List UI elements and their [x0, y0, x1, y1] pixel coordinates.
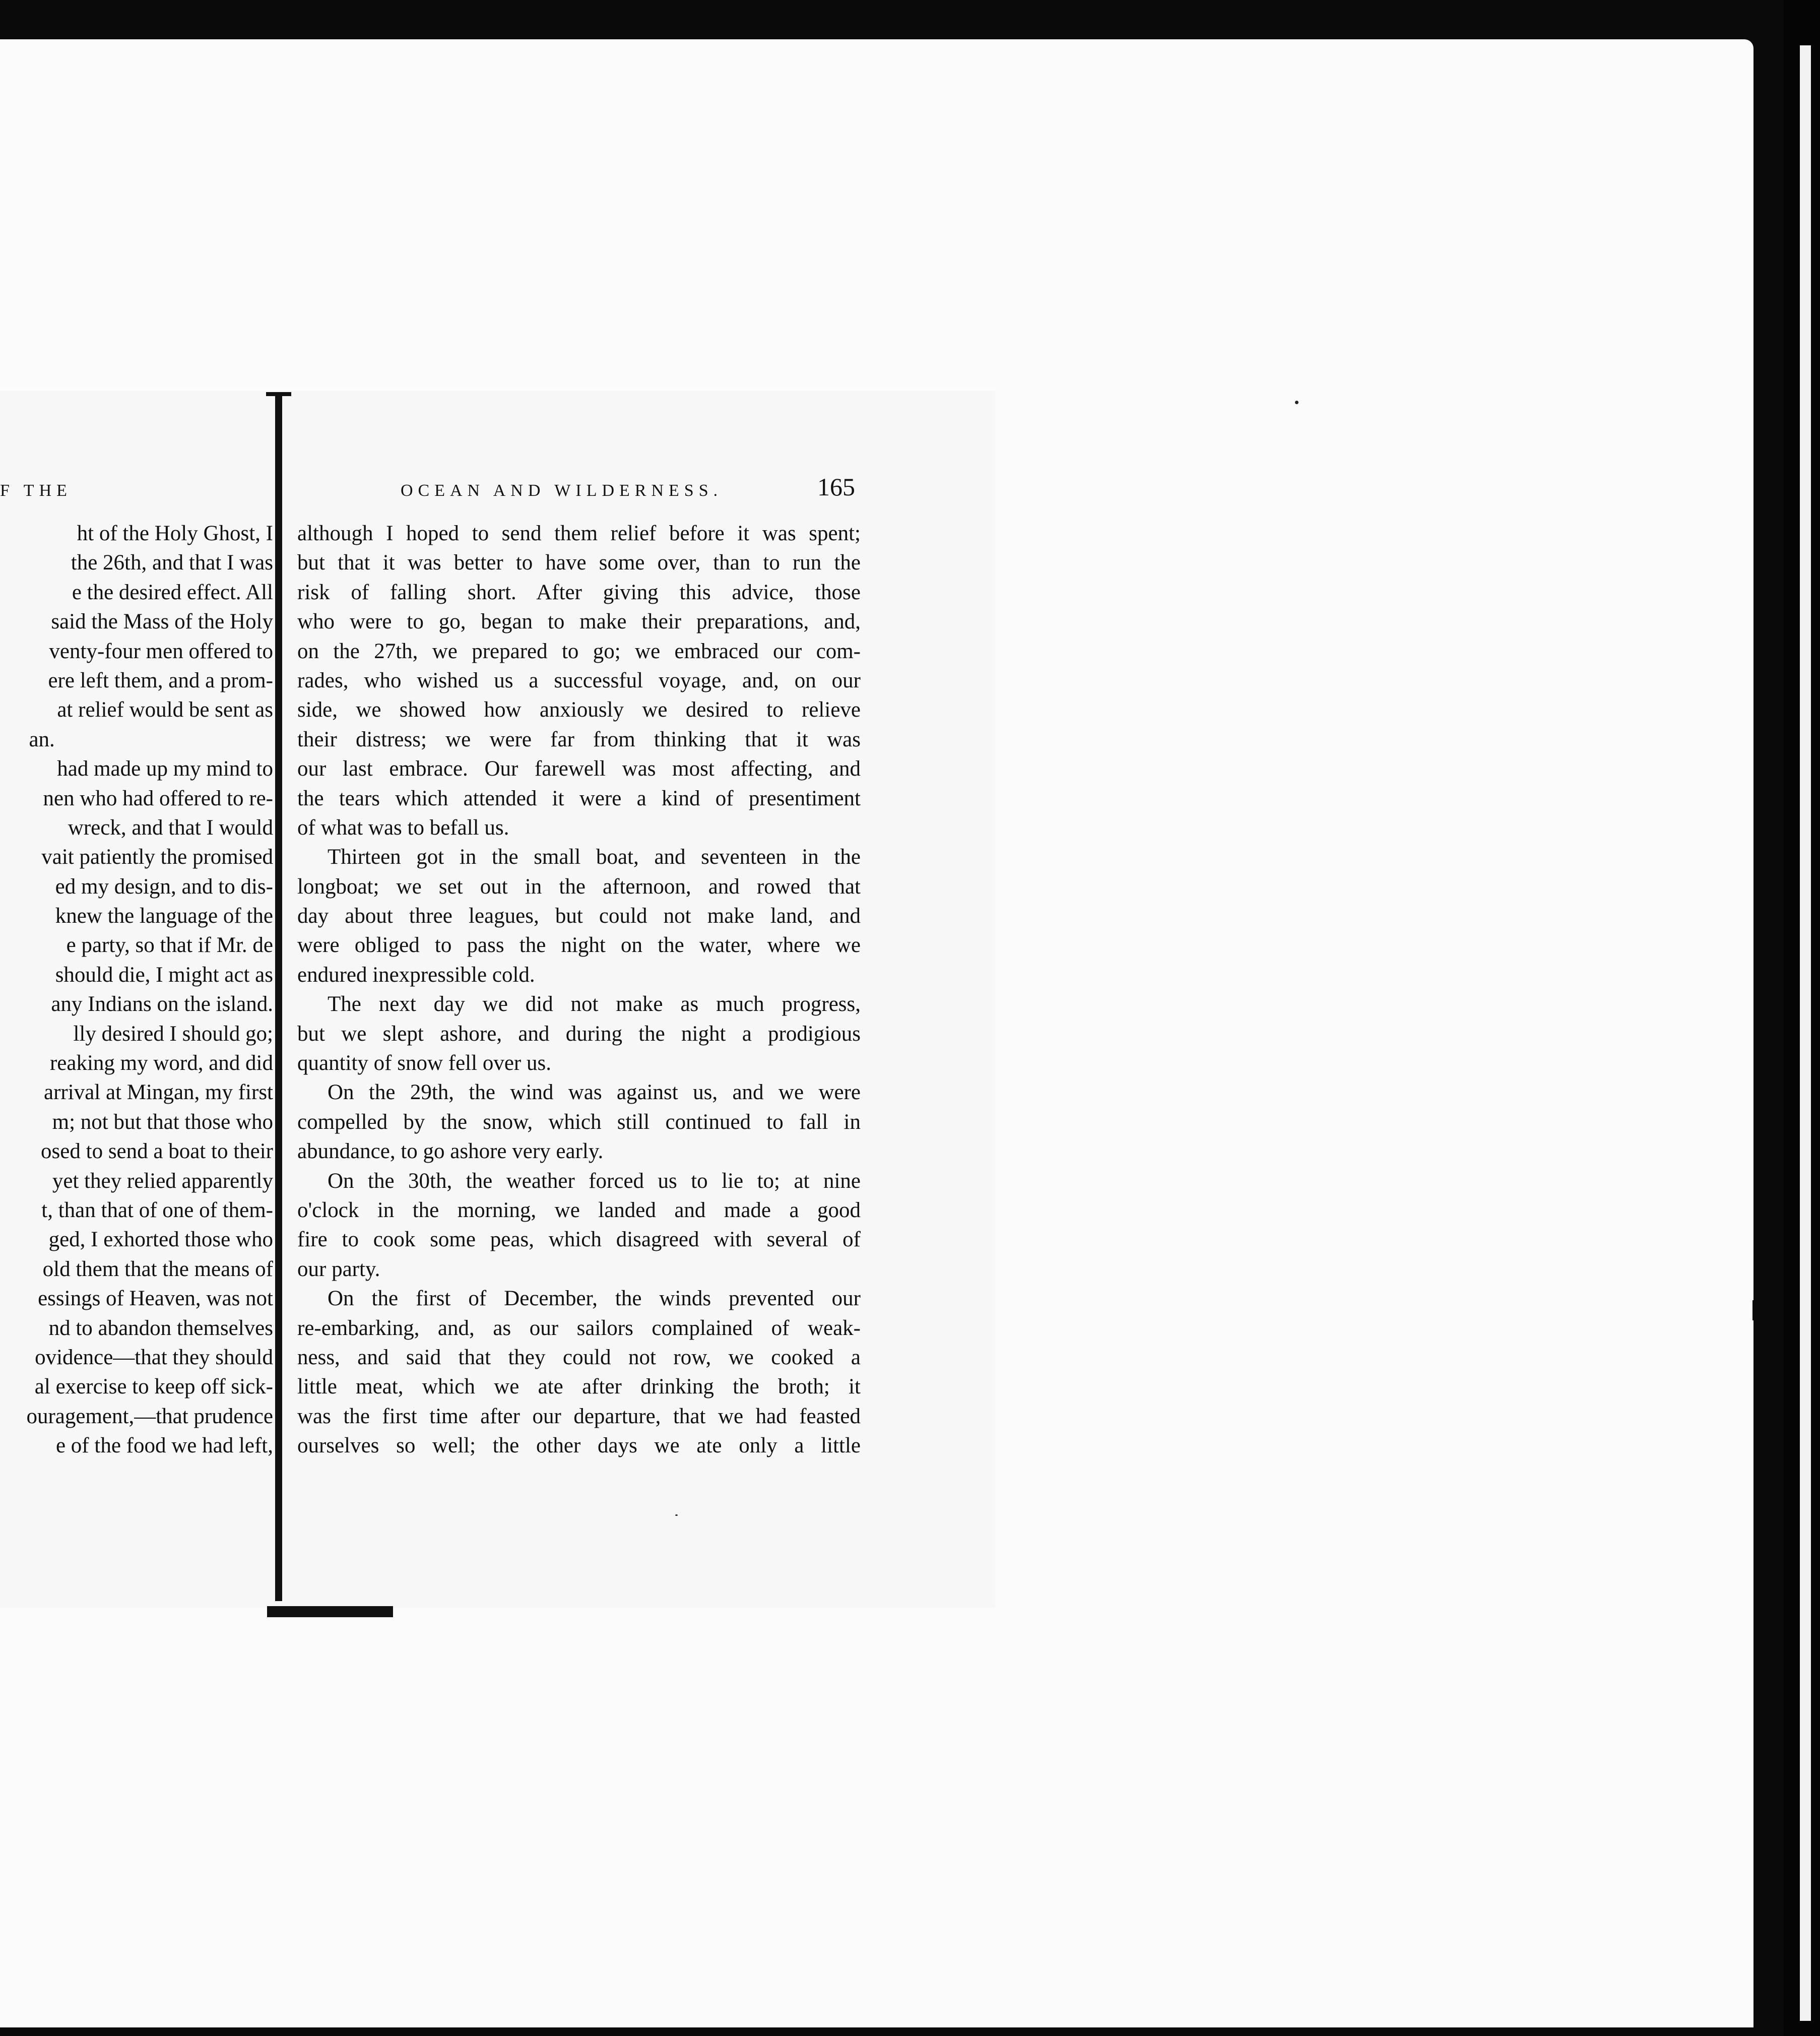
- scan-speck: [1295, 401, 1298, 404]
- text-line: endured inexpressible cold.: [297, 963, 535, 987]
- text-line: ness, and said that they could not row, we cooked a: [297, 1345, 861, 1369]
- text-line: any Indians on the island.: [51, 992, 273, 1016]
- text-line: ourselves so well; the other days we ate only a little: [297, 1434, 861, 1458]
- text-line: The next day we did not make as much progress,: [328, 992, 861, 1016]
- text-line: the tears which attended it were a kind of presentiment: [297, 786, 861, 810]
- text-line: little meat, which we ate after drinking the broth; it: [297, 1375, 861, 1399]
- text-line: on the 27th, we prepared to go; we embraced our com-: [297, 639, 861, 663]
- text-line: an.: [29, 727, 55, 751]
- text-line: said the Mass of the Holy: [51, 610, 273, 634]
- text-line: abundance, to go ashore very early.: [297, 1139, 604, 1164]
- text-line: of what was to befall us.: [297, 815, 509, 840]
- text-line: at relief would be sent as: [57, 698, 273, 722]
- text-line: quantity of snow fell over us.: [297, 1051, 551, 1075]
- text-line: wreck, and that I would: [68, 815, 273, 840]
- text-line: longboat; we set out in the afternoon, and rowed that: [297, 874, 861, 899]
- text-line: On the first of December, the winds prevented our: [328, 1287, 861, 1311]
- text-line: vait patiently the promised: [41, 845, 273, 869]
- text-line: osed to send a boat to their: [41, 1139, 273, 1164]
- text-line: lly desired I should go;: [73, 1022, 273, 1046]
- text-line: rades, who wished us a successful voyage, and, on our: [297, 668, 861, 692]
- text-line: although I hoped to send them relief before it was spent;: [297, 522, 861, 545]
- text-line: were obliged to pass the night on the water, where we: [297, 933, 861, 958]
- text-line: o'clock in the morning, we landed and made a good: [297, 1198, 861, 1222]
- text-line: e party, so that if Mr. de: [66, 933, 273, 958]
- text-line: who were to go, began to make their preparations, and,: [297, 610, 861, 634]
- text-line: On the 30th, the weather forced us to lie to; at nine: [328, 1169, 861, 1193]
- text-line: re-embarking, and, as our sailors complained of weak-: [297, 1316, 861, 1340]
- text-line: side, we showed how anxiously we desired to relieve: [297, 698, 861, 722]
- text-line: essings of Heaven, was not: [38, 1287, 273, 1311]
- text-line: ere left them, and a prom-: [48, 668, 273, 692]
- left-page-text: [26, 519, 273, 1461]
- text-line: their distress; we were far from thinking that it was: [297, 727, 861, 751]
- book-gutter: [275, 394, 282, 1601]
- scan-border-strip: [1800, 45, 1811, 2021]
- text-line: was the first time after our departure, that we had feasted: [297, 1404, 861, 1428]
- text-line: e of the food we had left,: [55, 1434, 273, 1458]
- text-line: ht of the Holy Ghost, I: [77, 522, 273, 545]
- left-running-head: F THE: [0, 481, 72, 500]
- text-line: but that it was better to have some over, than to run the: [297, 551, 861, 575]
- text-line: m; not but that those who: [52, 1110, 273, 1134]
- text-line: old them that the means of: [42, 1257, 273, 1281]
- text-line: compelled by the snow, which still continued to fall in: [297, 1110, 861, 1134]
- text-line: our last embrace. Our farewell was most affecting, and: [297, 757, 861, 781]
- text-line: risk of falling short. After giving this advice, those: [297, 580, 861, 604]
- text-line: knew the language of the: [55, 904, 273, 928]
- text-line: venty-four men offered to: [49, 639, 273, 663]
- right-page-text: [297, 519, 861, 1461]
- text-line: ged, I exhorted those who: [48, 1228, 273, 1252]
- text-line: Thirteen got in the small boat, and seventeen in the: [328, 845, 861, 869]
- text-line: fire to cook some peas, which disagreed with several of: [297, 1228, 861, 1252]
- text-line: t, than that of one of them-: [41, 1198, 273, 1222]
- text-line: al exercise to keep off sick-: [34, 1375, 273, 1399]
- scan-speck: [675, 1514, 678, 1516]
- text-line: nen who had offered to re-: [43, 786, 273, 810]
- text-line: our party.: [297, 1257, 380, 1281]
- scan-edge-mark: [1752, 1300, 1764, 1320]
- text-line: ed my design, and to dis-: [55, 874, 273, 899]
- text-line: day about three leagues, but could not make land, and: [297, 904, 861, 928]
- text-line: reaking my word, and did: [49, 1051, 273, 1075]
- text-line: arrival at Mingan, my first: [44, 1080, 273, 1105]
- text-line: had made up my mind to: [57, 757, 273, 781]
- page-number: 165: [817, 473, 855, 501]
- text-line: ouragement,—that prudence: [26, 1404, 273, 1428]
- right-running-head: OCEAN AND WILDERNESS.: [401, 481, 723, 500]
- text-line: but we slept ashore, and during the night a prodigious: [297, 1022, 861, 1046]
- text-line: nd to abandon themselves: [48, 1316, 273, 1340]
- gutter-foot-mark: [267, 1606, 393, 1617]
- text-line: On the 29th, the wind was against us, and we were: [328, 1080, 861, 1105]
- text-line: the 26th, and that I was: [71, 551, 273, 575]
- text-line: ovidence—that they should: [35, 1345, 273, 1369]
- text-line: yet they relied apparently: [52, 1169, 273, 1193]
- text-line: should die, I might act as: [55, 963, 273, 987]
- text-line: e the desired effect. All: [72, 580, 273, 604]
